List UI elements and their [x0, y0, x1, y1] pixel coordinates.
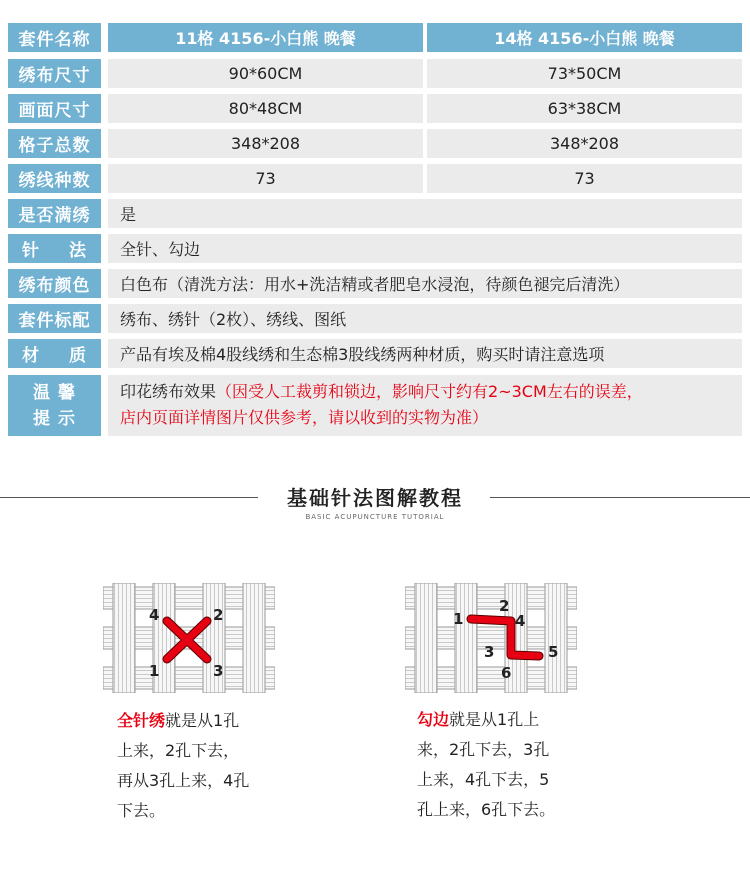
table-row: [0, 129, 750, 158]
hole-number: 3: [484, 643, 495, 661]
backstitch-diagram: [405, 583, 577, 693]
row-value-col1: 80*48CM: [108, 94, 423, 123]
row-label: 格子总数: [8, 129, 101, 158]
tip-text: [108, 375, 742, 436]
row-label-char: 法: [69, 241, 87, 261]
row-value: 绣布、绣针（2枚）、绣线、图纸: [108, 304, 742, 333]
row-value: 是: [108, 199, 742, 228]
header-col1: 11格 4156-小白熊 晚餐: [108, 23, 423, 52]
table-row: [0, 339, 750, 368]
row-label-char: 针: [22, 241, 40, 261]
row-value-col1: 90*60CM: [108, 59, 423, 88]
row-label: [8, 234, 101, 263]
hole-number: 4: [515, 612, 526, 630]
hole-number: 1: [149, 662, 160, 680]
tip-red-line1: （因受人工裁剪和锁边，影响尺寸约有2~3CM左右的误差，: [216, 382, 643, 401]
row-value-col2: 73*50CM: [427, 59, 742, 88]
desc-line: 下去。: [117, 801, 166, 820]
row-value: 全针、勾边: [108, 234, 742, 263]
row-label-char: 材: [22, 346, 40, 366]
tip-label-line1: 温 馨: [33, 382, 76, 403]
row-label: [8, 339, 101, 368]
table-row: [0, 59, 750, 88]
tutorial-subtitle: BASIC ACUPUNCTURE TUTORIAL: [305, 513, 445, 521]
full-stitch-description: [117, 706, 287, 826]
table-header-row: [0, 23, 750, 52]
table-row: [0, 304, 750, 333]
hole-number: 2: [499, 597, 510, 615]
desc-line: 上来，2孔下去，: [117, 741, 240, 760]
tip-label-line2: 提 示: [33, 408, 76, 429]
backstitch-description: [417, 705, 592, 825]
row-label: 套件标配: [8, 304, 101, 333]
hole-number: 5: [548, 643, 559, 661]
row-value: 白色布（清洗方法：用水+洗洁精或者肥皂水浸泡，待颜色褪完后清洗）: [108, 269, 742, 298]
row-label: 绣布颜色: [8, 269, 101, 298]
row-value-col2: 348*208: [427, 129, 742, 158]
full-stitch-term: 全针绣: [117, 711, 166, 730]
row-label: 是否满绣: [8, 199, 101, 228]
desc-line: 再从3孔上来，4孔: [117, 771, 250, 790]
row-value-col1: 348*208: [108, 129, 423, 158]
tip-label: [8, 375, 101, 436]
table-row: [0, 164, 750, 193]
row-value-col2: 73: [427, 164, 742, 193]
hole-number: 3: [213, 662, 224, 680]
table-row: [0, 94, 750, 123]
full-stitch-diagram: [103, 583, 275, 693]
tip-red-line2: 店内页面详情图片仅供参考，请以收到的实物为准）: [120, 408, 489, 427]
header-label: 套件名称: [8, 23, 101, 52]
row-value-col1: 73: [108, 164, 423, 193]
desc-line: 就是从1孔: [165, 711, 240, 730]
backstitch-term: 勾边: [417, 710, 450, 729]
row-label-char: 质: [69, 346, 87, 366]
row-label: 绣线种数: [8, 164, 101, 193]
header-col2: 14格 4156-小白熊 晚餐: [427, 23, 742, 52]
desc-line: 来，2孔下去，3孔: [417, 740, 550, 759]
row-value-col2: 63*38CM: [427, 94, 742, 123]
tutorial-title: 基础针法图解教程: [287, 486, 463, 510]
hole-number: 2: [213, 606, 224, 624]
table-row: [0, 269, 750, 298]
hole-number: 4: [149, 606, 160, 624]
tip-row: [0, 375, 750, 436]
desc-line: 上来，4孔下去，5: [417, 770, 550, 789]
desc-line: 就是从1孔上: [449, 710, 540, 729]
row-value: 产品有埃及棉4股线绣和生态棉3股线绣两种材质，购买时请注意选项: [108, 339, 742, 368]
row-label: 画面尺寸: [8, 94, 101, 123]
row-label: 绣布尺寸: [8, 59, 101, 88]
hole-number: 1: [453, 610, 464, 628]
desc-line: 孔上来，6孔下去。: [417, 800, 556, 819]
table-row: [0, 199, 750, 228]
hole-number: 6: [501, 664, 512, 682]
table-row: [0, 234, 750, 263]
tip-prefix: 印花绣布效果: [120, 382, 217, 401]
